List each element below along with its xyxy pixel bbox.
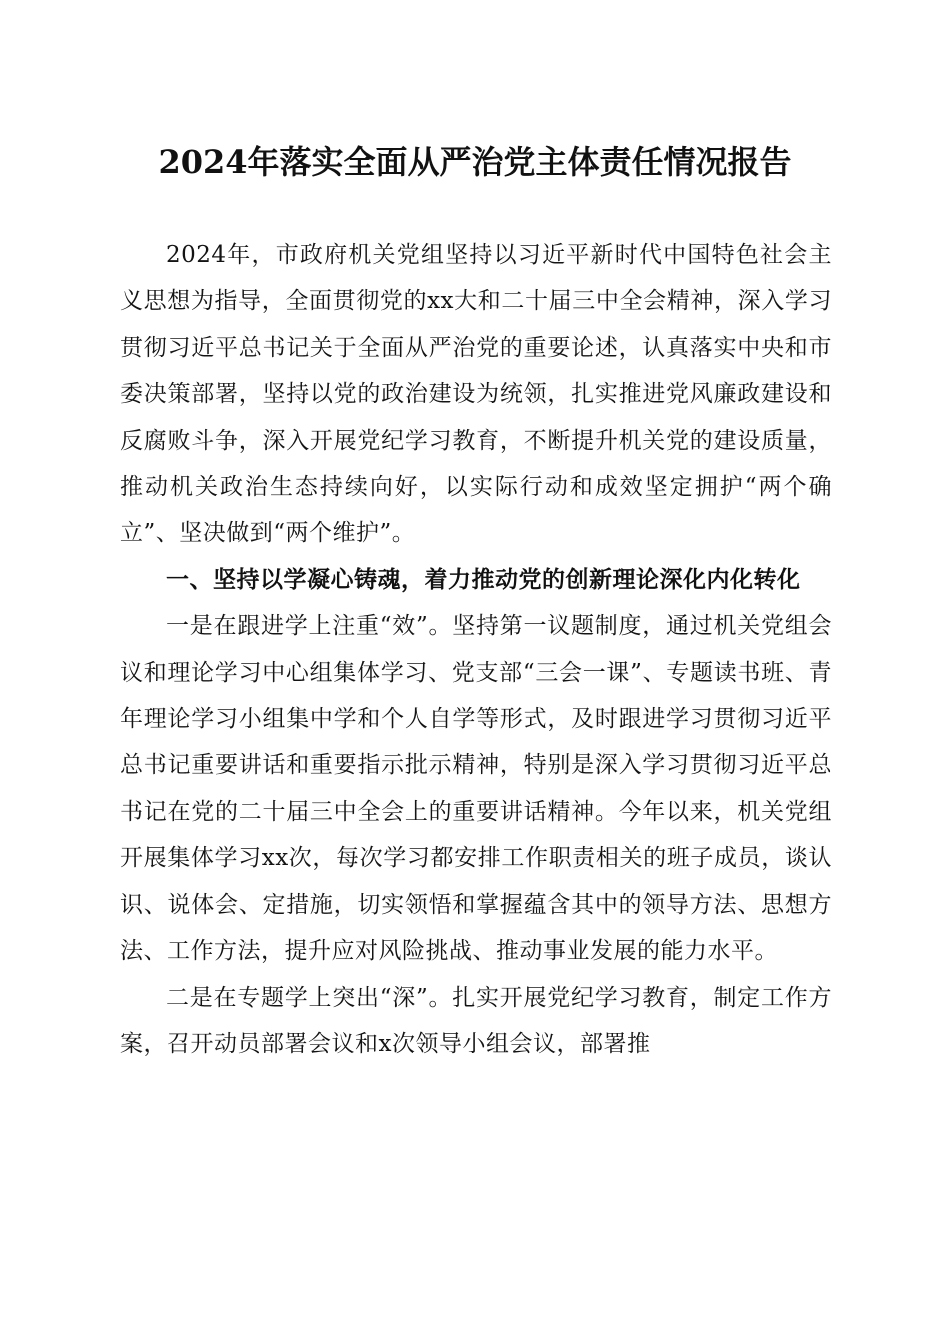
paragraph-point-2-text: 扎实开展党纪学习教育，制定工作方案，召开动员部署会议和x次领导小组会议，部署推 [120,984,832,1057]
paragraph-point-1-lead: 一是在跟进学上注重“效”。 [166,613,453,640]
document-title: 2024年落实全面从严治党主体责任情况报告 [158,143,792,181]
paragraph-intro [120,232,832,557]
paragraph-point-2-lead: 二是在专题学上突出“深”。 [166,984,453,1011]
paragraph-intro-text: 2024年，市政府机关党组坚持以习近平新时代中国特色社会主义思想为指导，全面贯彻党的xx大和二十届三中全会精神，深入学习贯彻习近平总书记关于全面从严治党的重要论述，认真落实中央和市委决策部署，坚持以党的政治建设为统领，扎实推进党风廉政建设和反腐败斗争，深入开展党纪学习教育，不断提升机关党的建设质量，推动机关政治生态持续向好，以实际行动和成效坚定拥护“两个确立”、坚决做到“两个维护”。 [120,242,832,547]
paragraph-point-1 [120,603,832,974]
section-heading-1: 一、坚持以学凝心铸魂，着力推动党的创新理论深化内化转化 [166,566,801,593]
paragraph-point-1-text: 坚持第一议题制度，通过机关党组会议和理论学习中心组集体学习、党支部“三会一课”、专题读书班、青年理论学习小组集中学和个人自学等形式，及时跟进学习贯彻习近平总书记重要讲话和重要指示批示精神，特别是深入学习贯彻习近平总书记在党的二十届三中全会上的重要讲话精神。今年以来，机关党组开展集体学习xx次，每次学习都安排工作职责相关的班子成员，谈认识、说体会、定措施，切实领悟和掌握蕴含其中的领导方法、思想方法、工作方法，提升应对风险挑战、推动事业发展的能力水平。 [120,613,832,965]
paragraph-point-2 [120,975,832,1068]
document-body [120,232,832,1067]
